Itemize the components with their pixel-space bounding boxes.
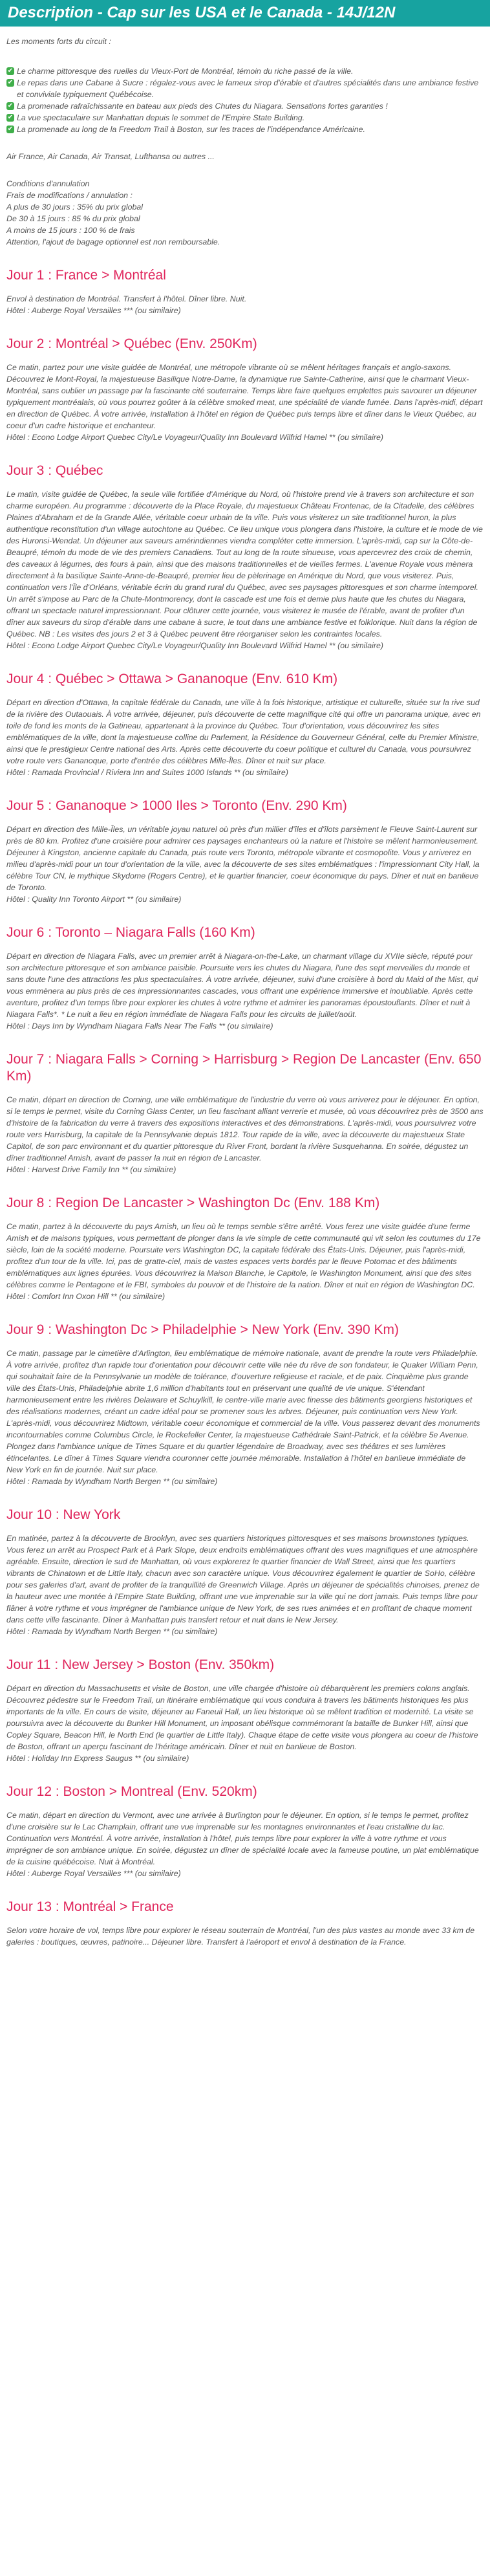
day-title: Jour 6 : Toronto – Niagara Falls (160 Km) xyxy=(6,925,255,940)
highlight-item: ✔ La promenade au long de la Freedom Trail à Boston, sur les traces de l'indépendance Américaine. xyxy=(7,125,365,134)
day-title: Jour 4 : Québec > Ottawa > Gananoque (Env. 610 Km) xyxy=(6,671,338,686)
day-description: Le matin, visite guidée de Québec, la seule ville fortifiée d'Amérique du Nord, où l'histoire prend vie à travers son architecture et son charme européen. Au programme : découverte de la Place Royale, du majestueux Château Frontenac, de la Citadelle, des célèbres Plaines d'Abraham et de la Grande Allée, véritable coeur urbain de la ville. Puis vous visiterez un site traditionnel huron, la plus authentique reconstitution d'un village autochtone au Québec. Ce lieu unique vous plongera dans l'histoire, la culture et le mode de vie des Huronsi-Wendat. Un déjeuner aux saveurs amérindiennes viendra compléter cette immersion. L'après-midi, cap sur la Côte-de-Beaupré, témoin du mode de vie des premiers Canadiens. Tout au long de la route sinueuse, vous apercevrez des croix de chemin, des caveaux à légumes, des fours à pain, ainsi que des maisons traditionnelles et de vieilles fermes. L'avenue Royale vous mènera directement à la basilique Sainte-Anne-de-Beaupré, premier lieu de pèlerinage en Amérique du Nord, que vous visiterez. Puis, continuation vers l'Île d'Orléans, véritable écrin du grand rural du Québec, avec ses paysages pittoresques et son charme intemporel. Un arrêt s'impose au Parc de la Chute-Montmorency, dont la cascade est une fois et demie plus haute que les chutes du Niagara, offrant un spectacle naturel impressionnant. Pour clôturer cette journée, vous visiterez le musée de l'érable, avant de profiter d'un dîner aux saveurs du sirop d'érable dans une cabane à sucre, le tout dans une ambiance festive et folklorique. Nuit dans la région de Québec. NB : Les visites des jours 2 et 3 à Québec peuvent être réorganiser selon les contraintes locales. Hôtel : Econo Lodge Airport Quebec City/Le Voyageur/Quality Inn Boulevard Wilfrid Hamel ** (ou similaire) xyxy=(6,490,483,650)
day-description: Départ en direction de Niagara Falls, avec un premier arrêt à Niagara-on-the-Lake, un charmant village du XVIIe siècle, réputé pour son architecture pittoresque et son ambiance paisible. Poursuite vers les chutes du Niagara, l'une des sept merveilles du monde et sans doute l'une des attractions les plus spectaculaires. À votre arrivée, déjeuner, suivi d'une croisière à bord du Maid of the Mist, qui vous emmènera au plus près de ces impressionnantes cascades, vous offrant une expérience immersive et inoubliable. Après cette aventure, profitez d'un temps libre pour explorer les chutes à votre rythme et admirer les panoramas époustouflants. Dîner et nuit à Niagara Falls*. * Le nuit a lieu en région immédiate de Niagara Falls pour les circuits de juillet/aoüt. Hôtel : Days Inn by Wyndham Niagara Falls Near The Falls ** (ou similaire) xyxy=(6,952,478,1031)
day-description: Selon votre horaire de vol, temps libre pour explorer le réseau souterrain de Montréal, l'un des plus vastes au monde avec 33 km de galeries : boutiques, œuvres, patinoire... Déjeuner libre. Transfert à l'aéroport et envol à destination de la France. xyxy=(6,1926,475,1947)
highlight-item: ✔ Le charme pittoresque des ruelles du Vieux-Port de Montréal, témoin du riche passé de la ville. xyxy=(7,67,354,76)
highlights-list xyxy=(6,65,484,135)
day-title: Jour 13 : Montréal > France xyxy=(6,1899,174,1914)
day-title: Jour 10 : New York xyxy=(6,1507,121,1522)
day-title: Jour 2 : Montréal > Québec (Env. 250Km) xyxy=(6,336,257,351)
highlight-item: ✔ La vue spectaculaire sur Manhattan depuis le sommet de l'Empire State Building. xyxy=(7,113,305,122)
airlines-text: Air France, Air Canada, Air Transat, Lufthansa ou autres ... xyxy=(6,152,215,161)
highlights-title: Les moments forts du circuit : xyxy=(6,37,111,46)
itinerary xyxy=(6,267,484,1948)
day-description: Départ en direction des Mille-Îles, un véritable joyau naturel où près d'un millier d'îles et d'îlots parsèment le Fleuve Saint-Laurent sur près de 80 km. Profitez d'une croisière pour admirer ces paysages enchanteurs où la nature et l'histoire se mêlent harmonieusement. Déjeuner à Kingston, ancienne capitale du Canada, puis route vers Toronto, métropole vibrante et cosmopolite. Vous y arriverez en milieu d'après-midi pour un tour d'orientation de la ville, avec la découverte de ses sites emblématiques : l'impressionnant City Hall, la célèbre Tour CN, le mythique Skydome (Rogers Centre), et le quartier financier, coeur économique du pays. Dîner et nuit en banlieue de Toronto. Hôtel : Quality Inn Toronto Airport ** (ou similaire) xyxy=(6,825,480,904)
cancellation-conditions: Conditions d'annulation Frais de modifications / annulation : A plus de 30 jours : 35% du prix global De 30 à 15 jours : 85 % du prix global A moins de 15 jours : 100 % de frais Attention, l'ajout de bagage optionnel est non remboursable. xyxy=(6,179,220,246)
day-description: Ce matin, partez pour une visite guidée de Montréal, une métropole vibrante où se mêlent héritages français et anglo-saxons. Découvrez le Mont-Royal, la majestueuse Basilique Notre-Dame, la dynamique rue Sainte-Catherine, ainsi que le charmant Vieux-Montréal, sans oublier un passage par la fascinante cité souterraine. Temps libre faire quelques emplettes puis savourer un déjeuner typiquement montréalais, où vous pourrez goûter à la célèbre smoked meat, une spécialité de viande fumée. Dans l'après-midi, départ en direction de Québec. À votre arrivée, installation à l'hôtel en région de Québec puis temps libre et dîner dans le Vieux Québec, au coeur d'un cadre historique et enchanteur. Hôtel : Econo Lodge Airport Quebec City/Le Voyageur/Quality Inn Boulevard Wilfrid Hamel ** (ou similaire) xyxy=(6,363,483,442)
day-description: En matinée, partez à la découverte de Brooklyn, avec ses quartiers historiques pittoresques et ses maisons brownstones typiques. Vous ferez un arrêt au Prospect Park et à Park Slope, deux endroits emblématiques offrant des vues magnifiques et une atmosphère agréable. Ensuite, direction le sud de Manhattan, où vous explorerez le quartier financier de Wall Street, ainsi que les quartiers vibrants de Chinatown et de Little Italy, chacun avec son caractère unique. Vous découvrirez également le quartier de SoHo, célèbre pour ses galeries d'art, avant de profiter de la tranquillité de Greenwich Village. Après un déjeuner de spécialités chinoises, prenez de la hauteur avec une montée à l'Empire State Building, offrant une vue imprenable sur la ville qui ne dort jamais. Puis temps libre pour flâner à votre rythme et vous imprégner de l'ambiance unique de New York, de ses rues animées et en profitant de chaque moment dans cette ville fascinante. Dîner à Manhattan puis transfert retour et nuit dans le New Jersey. Hôtel : Ramada by Wyndham North Bergen ** (ou similaire) xyxy=(6,1534,480,1636)
day-title: Jour 8 : Region De Lancaster > Washington Dc (Env. 188 Km) xyxy=(6,1195,380,1210)
day-description: Ce matin, départ en direction du Vermont, avec une arrivée à Burlington pour le déjeuner. En option, si le temps le permet, profitez d'une croisière sur le Lac Champlain, offrant une vue imprenable sur les montagnes environnantes et l'eau cristalline du lac. Continuation vers Montréal. À votre arrivée, installation à l'hôtel, puis temps libre pour explorer la ville à votre rythme et vous imprégner de son ambiance unique. En soirée, dégustez un dîner de spécialité locale avec la fameuse poutine, un plat emblématique de la cuisine québécoise. Nuit à Montréal. Hôtel : Auberge Royal Versailles *** (ou similaire) xyxy=(6,1811,479,1878)
day-title: Jour 1 : France > Montréal xyxy=(6,268,166,283)
day-description: Ce matin, passage par le cimetière d'Arlington, lieu emblématique de mémoire nationale, avant de prendre la route vers Philadelphie. À votre arrivée, profitez d'un rapide tour d'orientation pour découvrir cette ville née du rêve de son fondateur, le Quaker William Penn, qui souhaitait faire de la Pennsylvanie un modèle de tolérance, d'ouverture religieuse et raciale, et de paix. Cinquième plus grande ville des États-Unis, Philadelphie abrite 1,6 million d'habitants tout en préservant une qualité de vie unique. S'étendant harmonieusement entre les rivières Delaware et Schuylkill, le centre-ville marie avec finesse des bâtiments georgiens historiques et des réalisations modernes, créant un cadre idéal pour se promener sous les arbres. Déjeuner, puis continuation vers New York. L'après-midi, vous découvrirez Midtown, véritable coeur économique et commercial de la ville. Vous passerez devant des monuments incontournables comme Columbus Circle, le Rockefeller Center, la majestueuse Cathédrale Saint-Patrick, et la célèbre 5e Avenue. Plongez dans l'ambiance unique de Times Square et du quartier légendaire de Broadway, avec ses théâtres et ses lumières étincelantes. Le dîner à Times Square viendra couronner cette journée mémorable. Installation à l'hôtel en banlieue immédiate de New York en fin de journée. Nuit sur place. Hôtel : Ramada by Wyndham North Bergen ** (ou similaire) xyxy=(6,1349,480,1486)
check-icon: ✔ xyxy=(7,114,14,121)
day-title: Jour 3 : Québec xyxy=(6,463,103,478)
day-description: Départ en direction du Massachusetts et visite de Boston, une ville chargée d'histoire où débarquèrent les premiers colons anglais. Découvrez pédestre sur le Freedom Trail, un itinéraire emblématique qui vous conduira à travers les bâtiments historiques les plus importants de la ville. En cours de visite, déjeuner au Faneuil Hall, un lieu historique où se mêlent tradition et modernité. La visite se poursuivra avec la découverte du Bunker Hill Monument, un imposant obélisque commémorant la bataille de Bunker Hill, ainsi que Copley Square, Beacon Hill, le North End (le quartier de Little Italy). Chaque étape de cette visite vous plongera au coeur de l'histoire de Boston, offrant un aperçu fascinant de l'héritage américain. Dîner et nuit en banlieue de Boston. Hôtel : Holiday Inn Express Saugus ** (ou similaire) xyxy=(6,1684,478,1763)
check-icon: ✔ xyxy=(7,102,14,109)
check-icon: ✔ xyxy=(7,79,14,86)
day-description: Ce matin, départ en direction de Corning, une ville emblématique de l'industrie du verre où vous arriverez pour le déjeuner. En option, si le temps le permet, visite du Corning Glass Center, un lieu fascinant alliant verrerie et musée, où vous découvrirez près de 3500 ans d'histoire de la fabrication du verre à travers des expositions interactives et des démonstrations. L'après-midi, vous poursuivrez votre route vers Harrisburg, la capitale de la Pennsylvanie depuis 1812. Tour rapide de la ville, avec la découverte du majestueux State Capitol, de son parc environnant et du quartier pittoresque du River Front, bordant la rivière Susquehanna. En soirée, dégustez un dîner traditionnel Amish, avant de passer la nuit en région de Lancaster. Hôtel : Harvest Drive Family Inn ** (ou similaire) xyxy=(6,1095,484,1174)
check-icon: ✔ xyxy=(7,67,14,74)
day-title: Jour 5 : Gananoque > 1000 Iles > Toronto (Env. 290 Km) xyxy=(6,798,347,813)
highlight-item: ✔ La promenade rafraîchissante en bateau aux pieds des Chutes du Niagara. Sensations fortes garanties ! xyxy=(7,102,388,111)
day-title: Jour 11 : New Jersey > Boston (Env. 350km) xyxy=(6,1657,275,1672)
day-description: Départ en direction d'Ottawa, la capitale fédérale du Canada, une ville à la fois historique, artistique et culturelle, située sur la rive sud de la rivière des Outaouais. À votre arrivée, déjeuner, puis découverte de cette magnifique cité qui offre un panorama unique, avec en toile de fond les monts de la Gatineau, appartenant à la province du Québec. Tour d'orientation, vous découvrirez les sites emblématiques de la ville, dont la majestueuse colline du Parlement, la Résidence du Gouverneur Général, celle du Premier Ministre, ainsi que le prestigieux Centre national des Arts. Après cette découverte du coeur politique et culturel du Canada, vous poursuivrez votre route vers Gananoque, porte d'entrée des célèbres Mille-Îles. Dîner et nuit sur place. Hôtel : Ramada Provincial / Riviera Inn and Suites 1000 Islands ** (ou similaire) xyxy=(6,698,481,777)
day-description: Ce matin, partez à la découverte du pays Amish, un lieu où le temps semble s'être arrêté. Vous ferez une visite guidée d'une ferme Amish et de maisons typiques, vous permettant de plonger dans la vie simple de cette communauté qui vit selon les coutumes du 17e siècle, loin de la société moderne. Poursuite vers Washington DC, la capitale fédérale des États-Unis. Déjeuner, puis l'après-midi, profitez d'un tour de la ville. Ici, pas de gratte-ciel, mais de vastes espaces verts bordés par le fleuve Potomac et des bâtiments emblématiques aux lignes épurées. Vous découvrirez la Maison Blanche, le Capitole, le Washington Monument, ainsi que des sites célèbres comme le Pentagone et le FBI, symboles du pouvoir et de l'histoire de la nation. Dîner et nuit en région de Washington DC. Hôtel : Comfort Inn Oxon Hill ** (ou similaire) xyxy=(6,1222,481,1301)
intro-section xyxy=(6,36,484,135)
day-description: Envol à destination de Montréal. Transfert à l'hôtel. Dîner libre. Nuit. Hôtel : Auberge Royal Versailles *** (ou similaire) xyxy=(6,294,247,315)
page-banner: Description - Cap sur les USA et le Canada - 14J/12N xyxy=(0,0,490,27)
check-icon: ✔ xyxy=(7,126,14,133)
day-title: Jour 9 : Washington Dc > Philadelphie > New York (Env. 390 Km) xyxy=(6,1322,399,1337)
day-title: Jour 12 : Boston > Montreal (Env. 520km) xyxy=(6,1784,257,1799)
day-title: Jour 7 : Niagara Falls > Corning > Harrisburg > Region De Lancaster (Env. 650 Km) xyxy=(6,1052,482,1084)
highlight-item: ✔ Le repas dans une Cabane à Sucre : régalez-vous avec le fameux sirop d'érable et d'autres spécialités dans une ambiance festive et conviviale typiquement Québécoise. xyxy=(7,78,479,99)
